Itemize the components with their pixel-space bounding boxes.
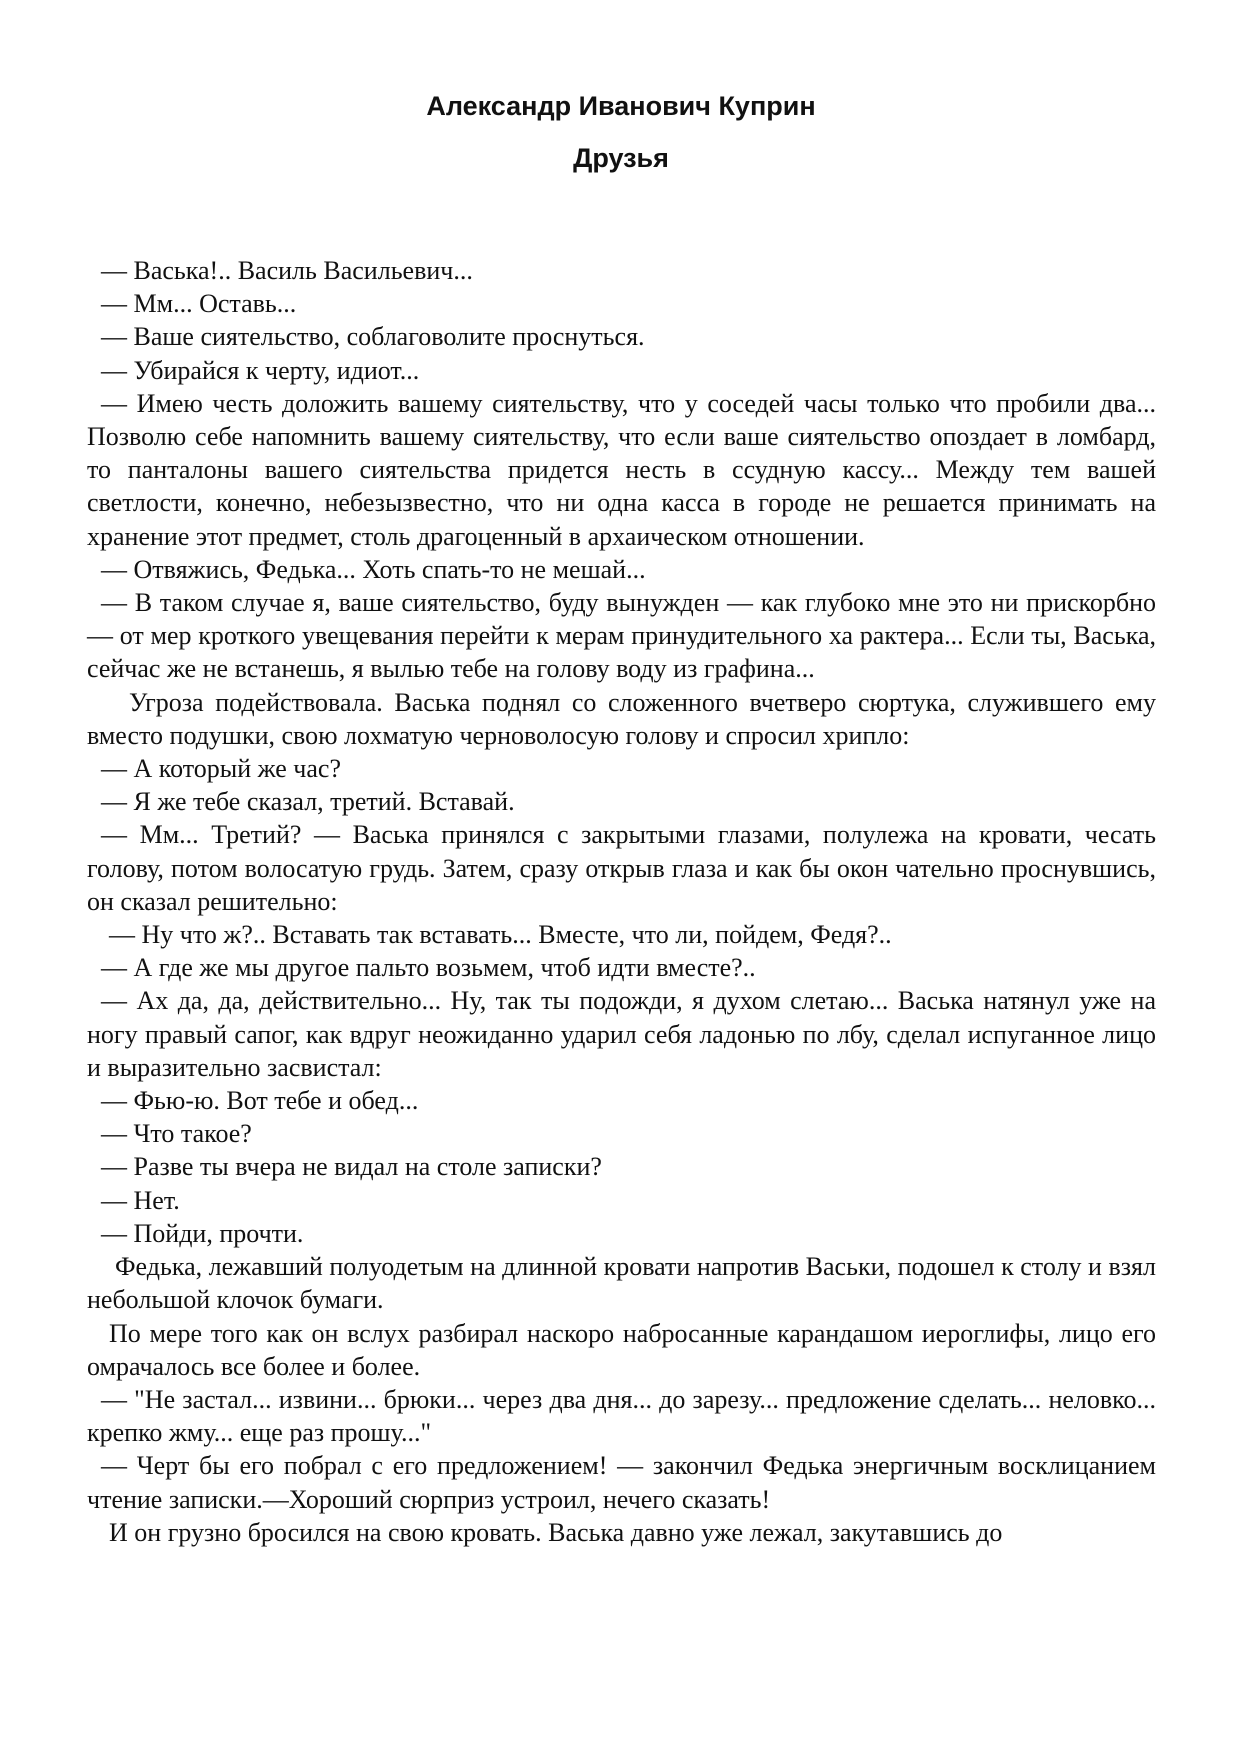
paragraph: — Мм... Третий? — Васька принялся с закрытыми глазами, полулежа на кровати, чесать голову, потом волосатую грудь. Затем, сразу открыв глаза и как бы окон чательно проснувшись, он сказал решительно: [87,820,1156,916]
paragraph: — Разве ты вчера не видал на столе записки? [101,1152,602,1182]
story-text [87,254,1156,1549]
author-name: Александр Иванович Куприн [426,91,816,121]
paragraph: И он грузно бросился на свою кровать. Васька давно уже лежал, закутавшись до [109,1517,1003,1547]
paragraph: — Мм... Оставь... [101,289,297,319]
paragraph: — Пойди, прочти. [101,1218,304,1248]
paragraph: — Имею честь доложить вашему сиятельству, что у соседей часы только что пробили два... Позволю себе напомнить вашему сиятельству, что если ваше сиятельство опоздает в ломбард, то панталоны вашего сиятельства придется несть в ссудную кассу... Между тем вашей светлости, конечно, небезызвестно, что ни одна касса в городе не решается принимать на хранение этот предмет, столь драгоценный в архаическом отношении. [87,388,1156,551]
paragraph: — В таком случае я, ваше сиятельство, буду вынужден — как глубоко мне это ни прискорбно — от мер кроткого увещевания перейти к мерам принудительного ха рактера... Если ты, Васька, сейчас же не встанешь, я вылью тебе на голову воду из графина... [87,588,1156,684]
paragraph: — А где же мы другое пальто возьмем, чтоб идти вместе?.. [101,953,756,983]
paragraph: — Нет. [101,1185,180,1215]
paragraph: — Я же тебе сказал, третий. Вставай. [101,787,515,817]
paragraph: По мере того как он вслух разбирал наскоро набросанные карандашом иероглифы, лицо его омрачалось все более и более. [87,1318,1156,1381]
paragraph: — Убирайся к черту, идиот... [101,355,420,385]
paragraph: — А который же час? [101,754,342,784]
paragraph: Угроза подействовала. Васька поднял со сложенного вчетверо сюртука, служившего ему вместо подушки, свою лохматую черноволосую голову и спросил хрипло: [87,687,1156,750]
story-title: Друзья [573,143,669,173]
paragraph: — Ах да, да, действительно... Ну, так ты подожди, я духом слетаю... Васька натянул уже на ногу правый сапог, как вдруг неожиданно ударил себя ладонью по лбу, сделал испуганное лицо и выразительно засвистал: [87,986,1156,1082]
paragraph: — Что такое? [101,1119,252,1149]
paragraph: — Черт бы его побрал с его предложением! — закончил Федька энергичным восклицанием чтение записки.—Хороший сюрприз устроил, нечего сказать! [87,1451,1156,1514]
paragraph: — Фью-ю. Вот тебе и обед... [101,1086,419,1116]
paragraph: Федька, лежавший полуодетым на длинной кровати напротив Васьки, подошел к столу и взял небольшой клочок бумаги. [87,1252,1156,1315]
paragraph: — Васька!.. Василь Васильевич... [101,256,473,285]
paragraph: — Ваше сиятельство, соблаговолите проснуться. [101,322,645,352]
paragraph: — Ну что ж?.. Вставать так вставать... Вместе, что ли, пойдем, Федя?.. [109,920,892,950]
paragraph: — "Не застал... извини... брюки... через два дня... до зарезу... предложение сделать... неловко... крепко жму... еще раз прошу..." [87,1384,1156,1448]
paragraph: — Отвяжись, Федька... Хоть спать-то не мешай... [101,554,646,584]
